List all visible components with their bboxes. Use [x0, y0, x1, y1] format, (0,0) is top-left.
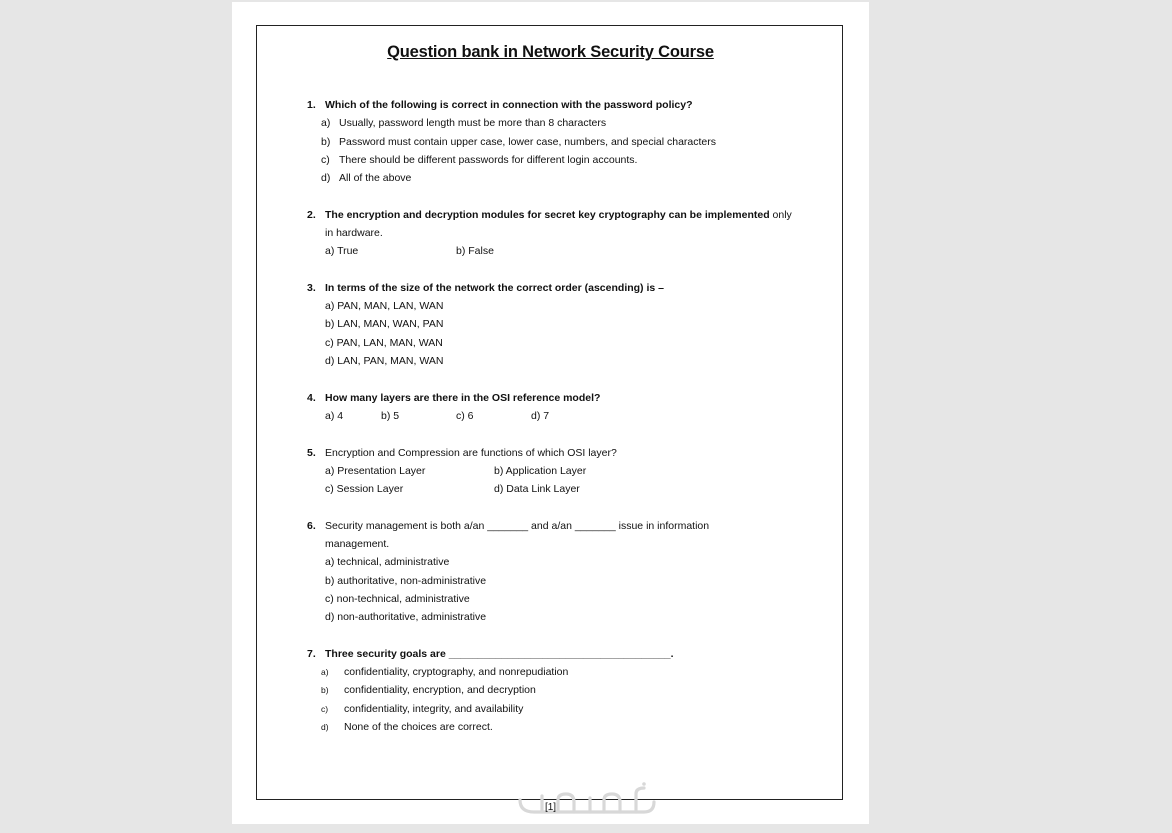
- question-number: 5.: [307, 447, 316, 459]
- question-text: Security management is both a/an _______ and a/an _______ issue in information: [325, 520, 710, 532]
- option: c) 6: [456, 410, 474, 422]
- option: a) 4: [325, 410, 344, 422]
- question-text: Which of the following is correct in connection with the password policy?: [325, 99, 693, 111]
- page-number: [1]: [544, 802, 557, 813]
- question-number: 3.: [307, 282, 316, 294]
- option: b) LAN, MAN, WAN, PAN: [325, 318, 444, 330]
- question-number: 2.: [307, 209, 316, 221]
- option: a) technical, administrative: [325, 556, 450, 568]
- question-number: 6.: [307, 520, 316, 532]
- question-number: 1.: [307, 99, 316, 111]
- question-text: Three security goals are ______________________________________.: [325, 648, 674, 660]
- option: b) authoritative, non-administrative: [325, 575, 487, 587]
- option: d) 7: [531, 410, 550, 422]
- option: a) Presentation Layer: [325, 465, 426, 477]
- option: b) False: [456, 245, 494, 257]
- option: d) LAN, PAN, MAN, WAN: [325, 355, 444, 367]
- question-text: Encryption and Compression are functions of which OSI layer?: [325, 447, 617, 459]
- option: d) Data Link Layer: [494, 483, 580, 495]
- question-number: 4.: [307, 392, 316, 404]
- option: c) non-technical, administrative: [325, 593, 470, 605]
- option: b) Application Layer: [494, 465, 587, 477]
- option: d) non-authoritative, administrative: [325, 611, 487, 623]
- option: b) 5: [381, 410, 400, 422]
- document-page: Question bank in Network Security Course 1. Which of the following is correct in connection with the password policy? a) Usually, password length must be more than 8 characters b) Password must contain upper case, lower case, numbers, and special characters c) There should be different passwords for different login accounts. d) All of the above 2. The encryption and decryption modules for secret key cryptography can be implemented only in hardware. a) True b) False 3. In terms of the size of the network the correct order (ascending) is – a) PAN, MAN, LAN, WAN b) LAN, MAN, WAN, PAN c) PAN, LAN, MAN, WAN d) LAN, PAN, MAN, WAN 4. How many layers are there in the OSI reference model? a) 4 b) 5 c) 6 d) 7 5. Encryption and Compression are functions of which OSI layer? a) Presentation Layer b) Application Layer c) Session Layer d) Data Link Layer 6. Security management is both a/an _______ and a/an _______ issue in information management. a) technical, administrative b) authoritative, non-administrative c) non-technical, administrative d) non-authoritative, administrative 7. Three security goals are ______________________________________. a) confidentiality, cryptography, and nonrepudiation b) confidentiality, encryption, and decryption c) confidentiality, integrity, and availability d) None of the choices are correct. [1]: [232, 2, 869, 824]
- question-text: The encryption and decryption modules for secret key cryptography can be implemented only: [325, 209, 792, 221]
- question-text: How many layers are there in the OSI reference model?: [325, 392, 601, 404]
- page-title: Question bank in Network Security Course: [387, 43, 714, 61]
- question-text-continued: management.: [325, 538, 390, 550]
- question-text: In terms of the size of the network the correct order (ascending) is –: [325, 282, 664, 294]
- option: a) True: [325, 245, 359, 257]
- option: c) PAN, LAN, MAN, WAN: [325, 337, 443, 349]
- question-text-continued: in hardware.: [325, 227, 383, 239]
- option: a) PAN, MAN, LAN, WAN: [325, 300, 444, 312]
- question-number: 7.: [307, 648, 316, 660]
- option: c) Session Layer: [325, 483, 404, 495]
